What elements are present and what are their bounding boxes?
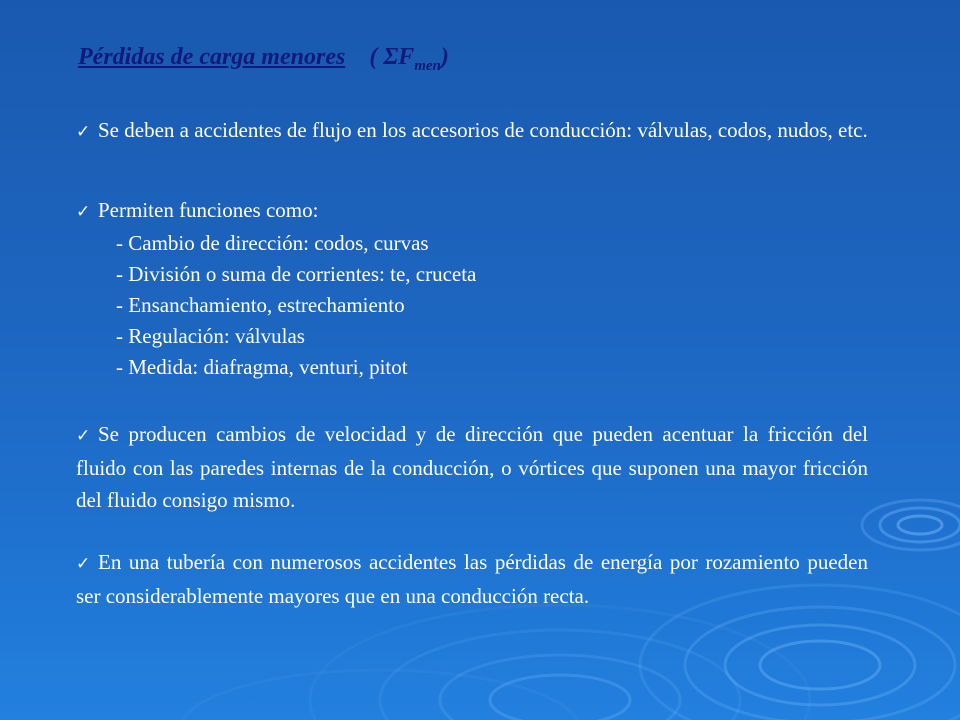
title-sigma-f: ΣF	[383, 44, 415, 70]
bullet-cambios-velocidad	[76, 418, 868, 516]
list-item: - División o suma de corrientes: te, cruceta	[116, 262, 477, 286]
bullet-accidentes	[76, 114, 868, 148]
title-text: Pérdidas de carga menores	[78, 44, 346, 70]
list-item: - Cambio de dirección: codos, curvas	[116, 231, 429, 255]
slide-title	[78, 44, 449, 75]
list-item: - Ensanchamiento, estrechamiento	[116, 293, 405, 317]
bullet-tuberia	[76, 546, 868, 612]
list-item: - Regulación: válvulas	[116, 324, 305, 348]
checkmark-icon: ✓	[76, 554, 91, 574]
bullet-text: En una tubería con numerosos accidentes las pérdidas de energía por rozamiento pueden ser considerablemente mayores que en una conducción recta.	[76, 550, 868, 608]
bullet-funciones	[76, 195, 868, 383]
checkmark-icon: ✓	[76, 426, 91, 446]
bullet-text: Permiten funciones como:	[98, 198, 319, 222]
list-item: - Medida: diafragma, venturi, pitot	[116, 355, 408, 379]
title-subscript: men	[414, 58, 441, 74]
bullet-text: Se producen cambios de velocidad y de dirección que pueden acentuar la fricción del fluido con las paredes internas de la conducción, o vórtices que suponen una mayor fricción del fluido consigo mismo.	[76, 422, 868, 512]
checkmark-icon: ✓	[76, 122, 91, 142]
title-paren-open: (	[369, 44, 378, 70]
title-paren-close: )	[440, 44, 449, 70]
bullet-text: Se deben a accidentes de flujo en los accesorios de conducción: válvulas, codos, nudos, etc.	[98, 118, 868, 142]
checkmark-icon: ✓	[76, 202, 91, 222]
